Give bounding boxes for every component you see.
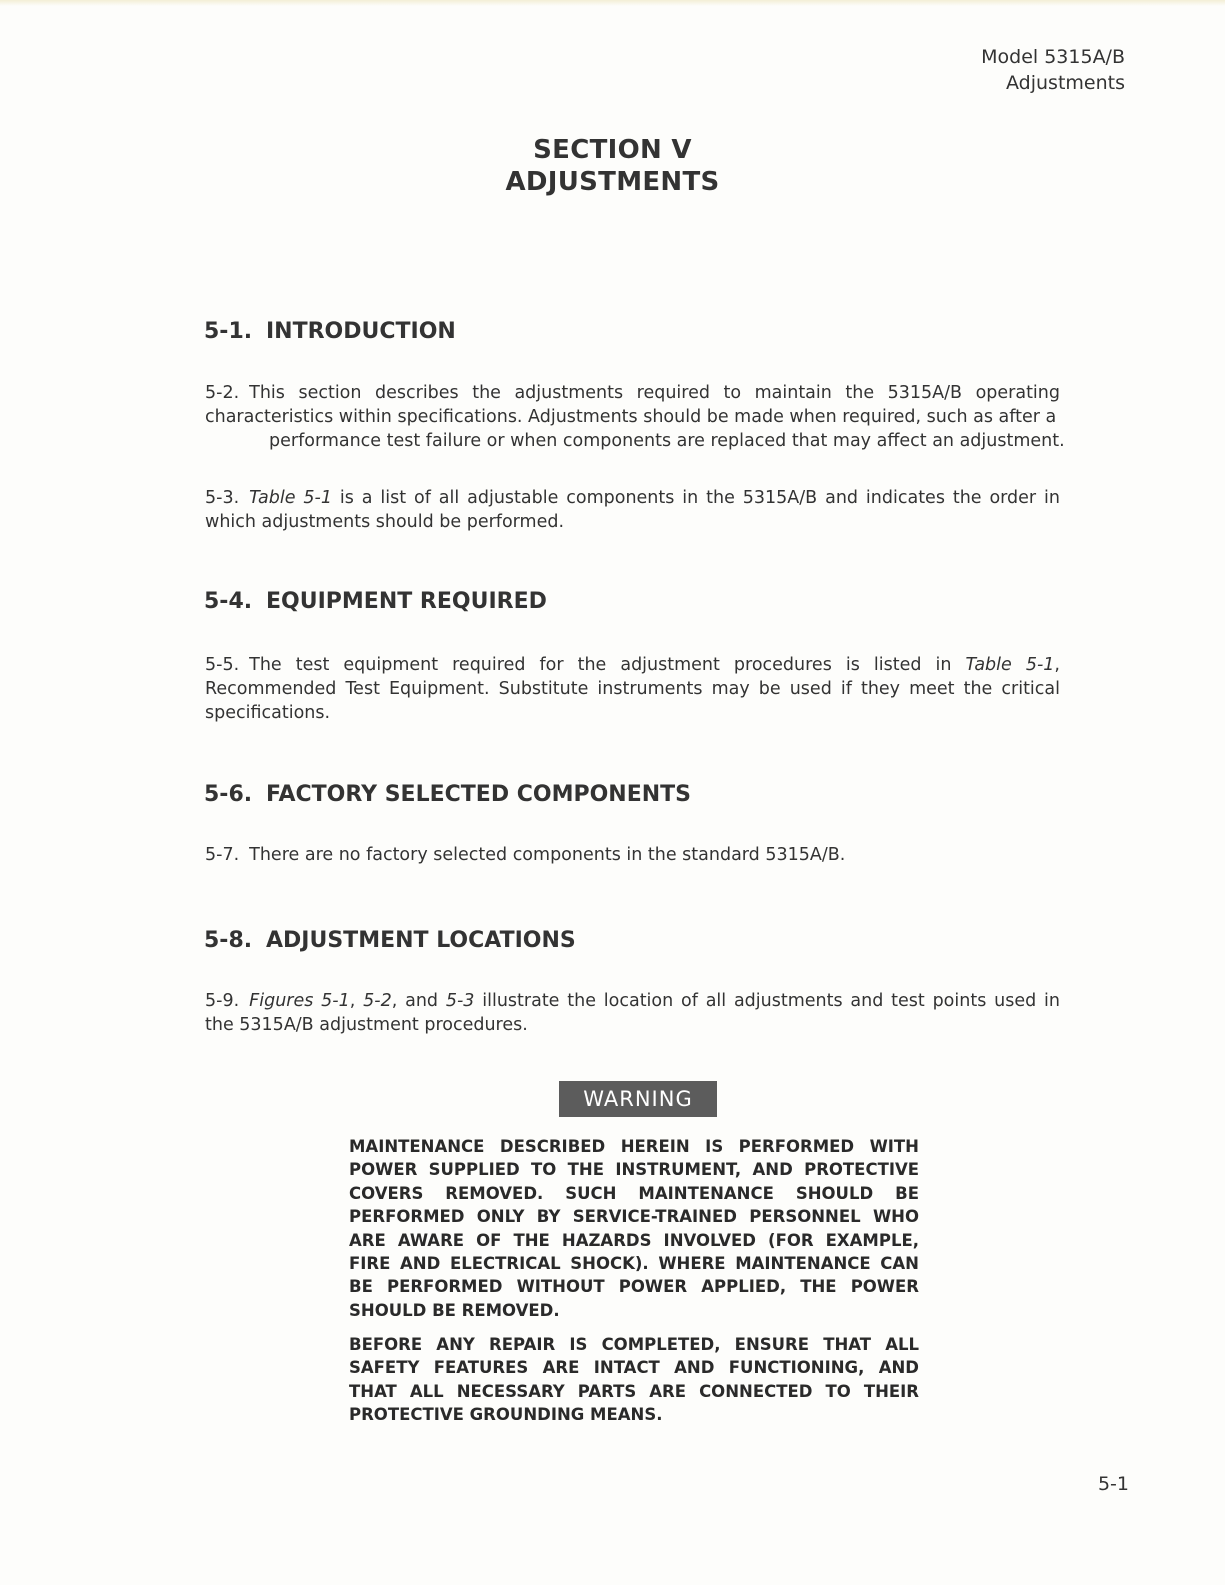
figure-reference: 5-2 [363,991,392,1011]
figure-reference: 5-3 [445,991,475,1011]
paragraph-number: 5-2. [205,383,240,403]
paragraph-5-2 [205,381,1065,453]
paragraph-text: There are no factory selected components in the standard 5315A/B. [249,845,846,865]
heading-equipment-required [204,589,547,614]
page-top-edge [0,0,1225,6]
separator: , and [391,991,446,1011]
paragraph-text: The test equipment required for the adjustment procedures is listed in [249,655,966,675]
heading-adjustment-locations [204,928,576,953]
paragraph-number: 5-9. [205,991,240,1011]
paragraph-5-5 [205,653,1060,725]
section-title-line1: SECTION V [533,135,692,165]
heading-number: 5-8. [204,928,253,953]
section-title-line2: ADJUSTMENTS [505,167,720,197]
paragraph-5-3 [205,486,1060,534]
heading-number: 5-1. [204,319,253,344]
header-model: Model 5315A/B [981,46,1125,68]
paragraph-5-7 [205,843,1060,867]
paragraph-number: 5-7. [205,845,240,865]
page-number: 5-1 [1097,1473,1129,1495]
heading-introduction [204,319,456,344]
paragraph-text: illustrate the location of all adjustments and test points used in the 5315A/B adjustment procedures. [205,991,1060,1035]
paragraph-text-continued: , Recommended Test Equipment. Substitute instruments may be used if they meet the critical specifications. [205,655,1060,723]
table-reference: Table 5-1 [965,655,1055,675]
heading-number: 5-6. [204,782,253,807]
section-title [0,134,1225,198]
paragraph-5-9 [205,989,1060,1037]
paragraph-text: is a list of all adjustable components in the 5315A/B and indicates the order in which adjustments should be performed. [205,488,1060,532]
figure-reference: Figures 5-1 [249,991,350,1011]
table-reference: Table 5-1 [249,488,332,508]
paragraph-text: This section describes the adjustments required to maintain the 5315A/B operating characteristics within specifications. Adjustments should be made when required, such as after a [205,383,1060,427]
paragraph-text-continued: performance test failure or when components are replaced that may affect an adjustment. [269,431,1065,451]
separator: , [349,991,364,1011]
warning-badge: WARNING [559,1081,717,1117]
heading-number: 5-4. [204,589,253,614]
heading-factory-selected-components [204,782,691,807]
paragraph-number: 5-3. [205,488,240,508]
warning-paragraph-2: BEFORE ANY REPAIR IS COMPLETED, ENSURE THAT ALL SAFETY FEATURES ARE INTACT AND FUNCTIONING, AND THAT ALL NECESSARY PARTS ARE CONNECTED TO THEIR PROTECTIVE GROUNDING MEANS. [349,1335,919,1425]
heading-text: FACTORY SELECTED COMPONENTS [266,782,692,807]
heading-text: ADJUSTMENT LOCATIONS [266,928,576,953]
heading-text: EQUIPMENT REQUIRED [266,589,547,614]
paragraph-number: 5-5. [205,655,240,675]
heading-text: INTRODUCTION [266,319,456,344]
warning-paragraph-1: MAINTENANCE DESCRIBED HEREIN IS PERFORMED WITH POWER SUPPLIED TO THE INSTRUMENT, AND PROTECTIVE COVERS REMOVED. SUCH MAINTENANCE SHOULD BE PERFORMED ONLY BY SERVICE-TRAINED PERSONNEL WHO ARE AWARE OF THE HAZARDS INVOLVED (FOR EXAMPLE, FIRE AND ELECTRICAL SHOCK). WHERE MAINTENANCE CAN BE PERFORMED WITHOUT POWER APPLIED, THE POWER SHOULD BE REMOVED. [349,1137,919,1320]
running-header [981,44,1125,96]
header-section-name: Adjustments [1006,72,1125,94]
